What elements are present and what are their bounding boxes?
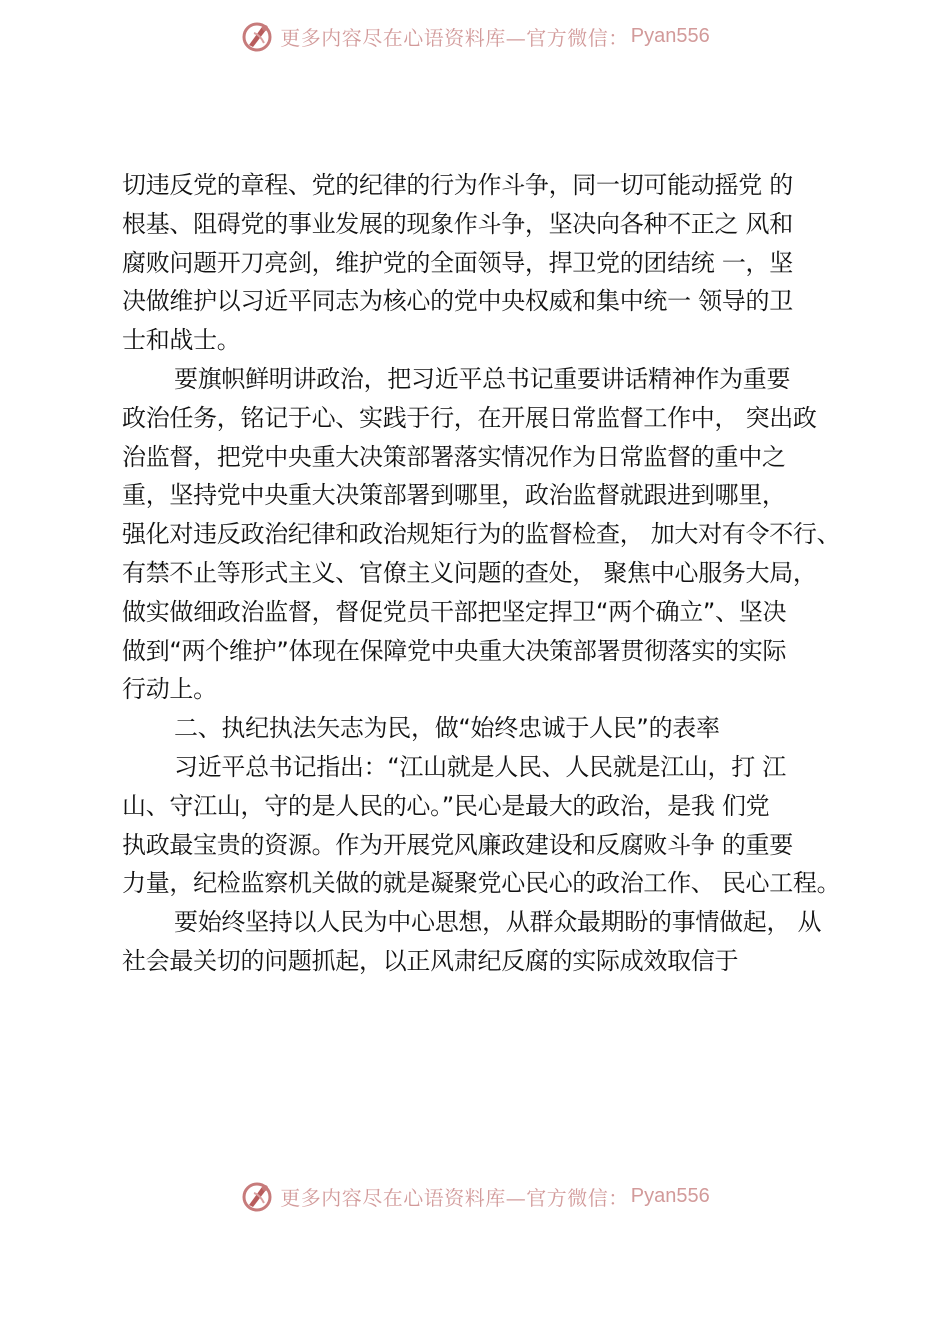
- text-line: 切违反党的章程、党的纪律的行为作斗争，同一切可能动摇党 的: [122, 171, 793, 199]
- footer-watermark: [0, 1176, 950, 1216]
- paragraph-start-line: 要始终坚持以人民为中心思想，从群众最期盼的事情做起， 从: [174, 908, 822, 937]
- document-body: [122, 166, 862, 981]
- text-line: 士和战士。: [122, 326, 241, 355]
- text-line: 重，坚持党中央重大决策部署到哪里，政治监督就跟进到哪里，: [122, 481, 786, 510]
- text-line: 山、守江山，守的是人民的心。”民心是最大的政治，是我 们党: [122, 791, 770, 820]
- section-heading: 二、执纪执法矢志为民，做“始终忠诚于人民”的表率: [174, 714, 720, 743]
- text-line: 强化对违反政治纪律和政治规矩行为的监督检查， 加大对有令不行、: [122, 520, 841, 549]
- text-line: 腐败问题开刀亮剑，维护党的全面领导，捍卫党的团结统 一，坚: [122, 248, 793, 277]
- text-line: 决做维护以习近平同志为核心的党中央权威和集中统一 领导的卫: [122, 287, 793, 316]
- header-watermark-text: 更多内容尽在心语资料库—官方微信：: [280, 25, 629, 50]
- text-line: 做实做细政治监督，督促党员干部把坚定捍卫“两个确立”、坚决: [122, 597, 787, 626]
- footer-watermark-text: 更多内容尽在心语资料库—官方微信：: [280, 1185, 629, 1210]
- paragraph-start-line: 要旗帜鲜明讲政治，把习近平总书记重要讲话精神作为重要: [174, 364, 791, 393]
- logo-icon: [240, 19, 274, 53]
- text-line: 有禁不止等形式主义、官僚主义问题的查处， 聚焦中心服务大局，: [122, 558, 817, 587]
- text-line: 治监督，把党中央重大决策部署落实情况作为日常监督的重中之: [122, 442, 786, 471]
- text-line: 社会最关切的问题抓起，以正风肃纪反腐的实际成效取信于: [122, 946, 739, 975]
- text-line: 力量，纪检监察机关做的就是凝聚党心民心的政治工作、 民心工程。: [122, 869, 841, 898]
- text-line: 做到“两个维护”体现在保障党中央重大决策部署贯彻落实的实际: [122, 636, 787, 665]
- header-watermark-id: Pyan556: [630, 24, 710, 47]
- text-line: 根基、阻碍党的事业发展的现象作斗争，坚决向各种不正之 风和: [122, 209, 793, 238]
- paragraph-start-line: 习近平总书记指出：“江山就是人民、人民就是江山，打 江: [174, 752, 786, 781]
- header-watermark: [0, 16, 950, 56]
- footer-watermark-id: Pyan556: [630, 1184, 710, 1207]
- text-line: 行动上。: [122, 675, 217, 704]
- text-line: 执政最宝贵的资源。作为开展党风廉政建设和反腐败斗争 的重要: [122, 830, 793, 859]
- logo-icon: [240, 1179, 274, 1213]
- text-line: 政治任务，铭记于心、实践于行，在开展日常监督工作中， 突出政: [122, 403, 817, 432]
